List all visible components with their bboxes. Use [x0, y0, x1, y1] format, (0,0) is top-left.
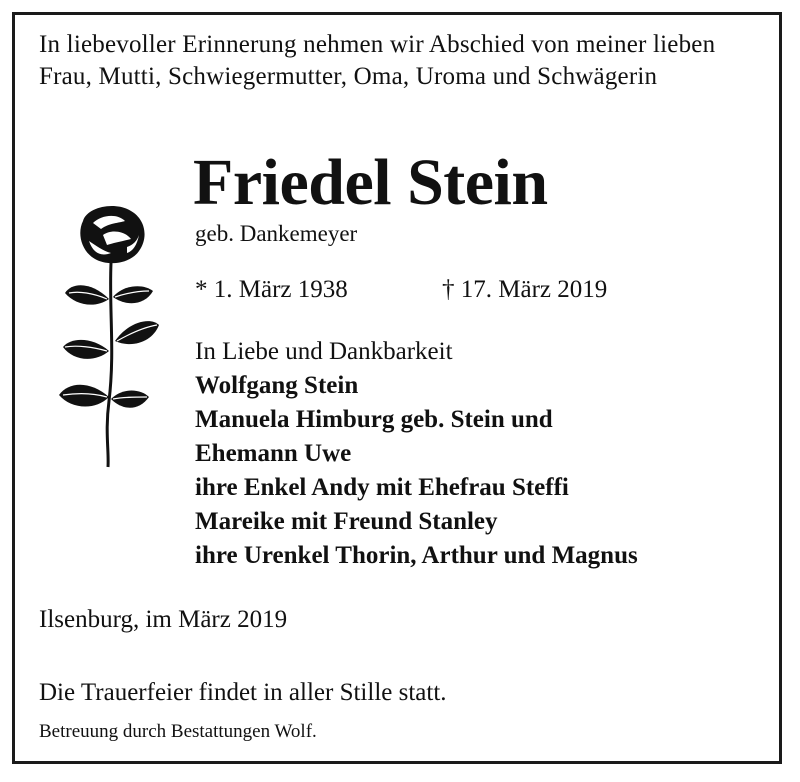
rose-icon: [53, 201, 163, 471]
mourner-name: Manuela Himburg geb. Stein und: [195, 406, 553, 433]
mourners-block: [195, 335, 638, 573]
undertaker-note: Betreuung durch Bestattungen Wolf.: [39, 721, 317, 742]
death-date: † 17. März 2019: [442, 276, 608, 303]
deceased-name: Friedel Stein: [193, 146, 548, 219]
mourner-name: Mareike mit Freund Stanley: [195, 508, 498, 535]
obituary-notice: [12, 12, 782, 764]
mourner-name: Wolfgang Stein: [195, 372, 359, 399]
mourner-name: Ehemann Uwe: [195, 440, 352, 467]
intro-text: In liebevoller Erinnerung nehmen wir Abschied von meiner lieben Frau, Mutti, Schwiegermutter, Oma, Uroma und Schwägerin: [39, 31, 716, 90]
place-date: Ilsenburg, im März 2019: [39, 606, 288, 633]
mourner-name: ihre Enkel Andy mit Ehefrau Steffi: [195, 474, 569, 501]
maiden-name: geb. Dankemeyer: [195, 221, 358, 246]
funeral-note: Die Trauerfeier findet in aller Stille statt.: [39, 679, 447, 706]
mourner-name: ihre Urenkel Thorin, Arthur und Magnus: [195, 542, 638, 569]
birth-date: * 1. März 1938: [195, 276, 348, 303]
mourners-intro: In Liebe und Dankbarkeit: [195, 338, 453, 365]
